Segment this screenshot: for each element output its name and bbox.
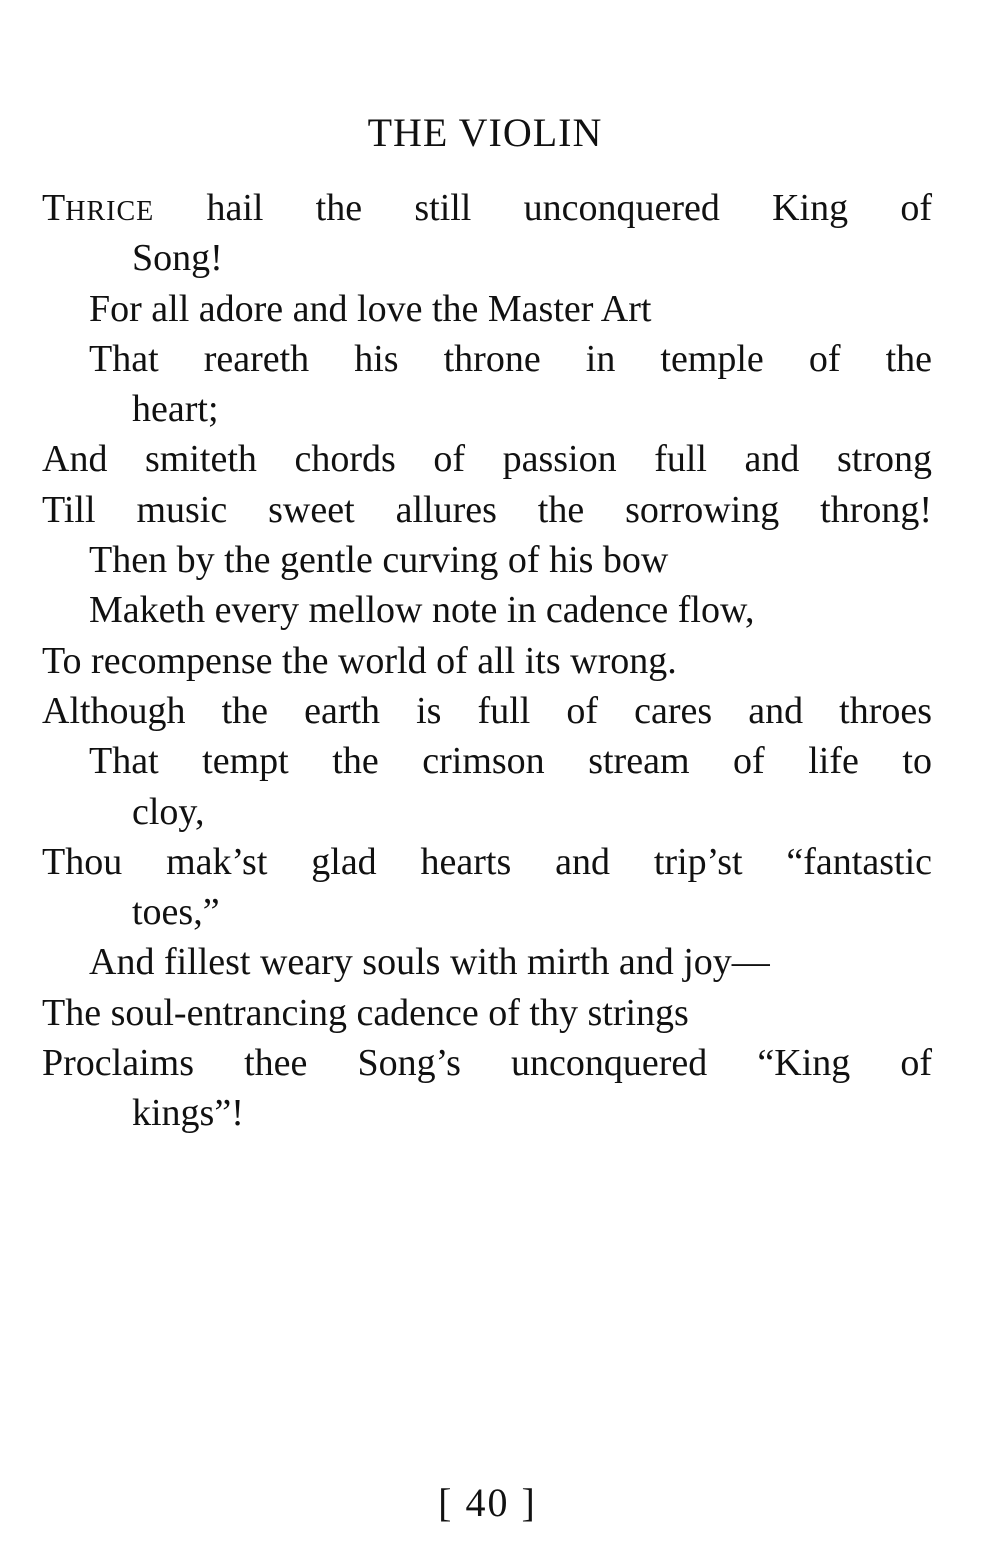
poem-line: The soul-entrancing cadence of thy strings [42, 991, 689, 1034]
poem-line [42, 183, 932, 233]
poem-line: That tempt the crimson stream of life to [89, 740, 932, 783]
small-caps-initial: T [42, 187, 66, 229]
poem-line: Then by the gentle curving of his bow [89, 539, 669, 582]
poem-line: Maketh every mellow note in cadence flow, [89, 589, 755, 632]
poem-body [42, 183, 932, 1139]
page-number: [ 40 ] [438, 1480, 537, 1525]
poem-line: Proclaims thee Song’s unconquered “King of [42, 1042, 932, 1085]
poem-line: To recompense the world of all its wrong. [42, 639, 677, 682]
poem-line: And fillest weary souls with mirth and joy— [89, 941, 770, 984]
poem-line: For all adore and love the Master Art [89, 287, 652, 330]
poem-line-text: hail the still unconquered King of [154, 187, 932, 229]
poem-line: Till music sweet allures the sorrowing throng! [42, 488, 932, 531]
poem-line: And smiteth chords of passion full and strong [42, 438, 932, 481]
poem-line: That reareth his throne in temple of the [89, 337, 932, 380]
poem-line: heart; [132, 388, 219, 431]
poem-line: Thou mak’st glad hearts and trip’st “fantastic [42, 840, 932, 883]
small-caps-rest: HRICE [65, 196, 155, 227]
poem-line: kings”! [132, 1092, 244, 1135]
poem-line: Although the earth is full of cares and throes [42, 689, 932, 732]
poem-line: cloy, [132, 790, 205, 833]
poem-line: toes,” [132, 891, 220, 934]
poem-title: THE VIOLIN [367, 110, 603, 155]
poem-line: Song! [132, 237, 223, 280]
